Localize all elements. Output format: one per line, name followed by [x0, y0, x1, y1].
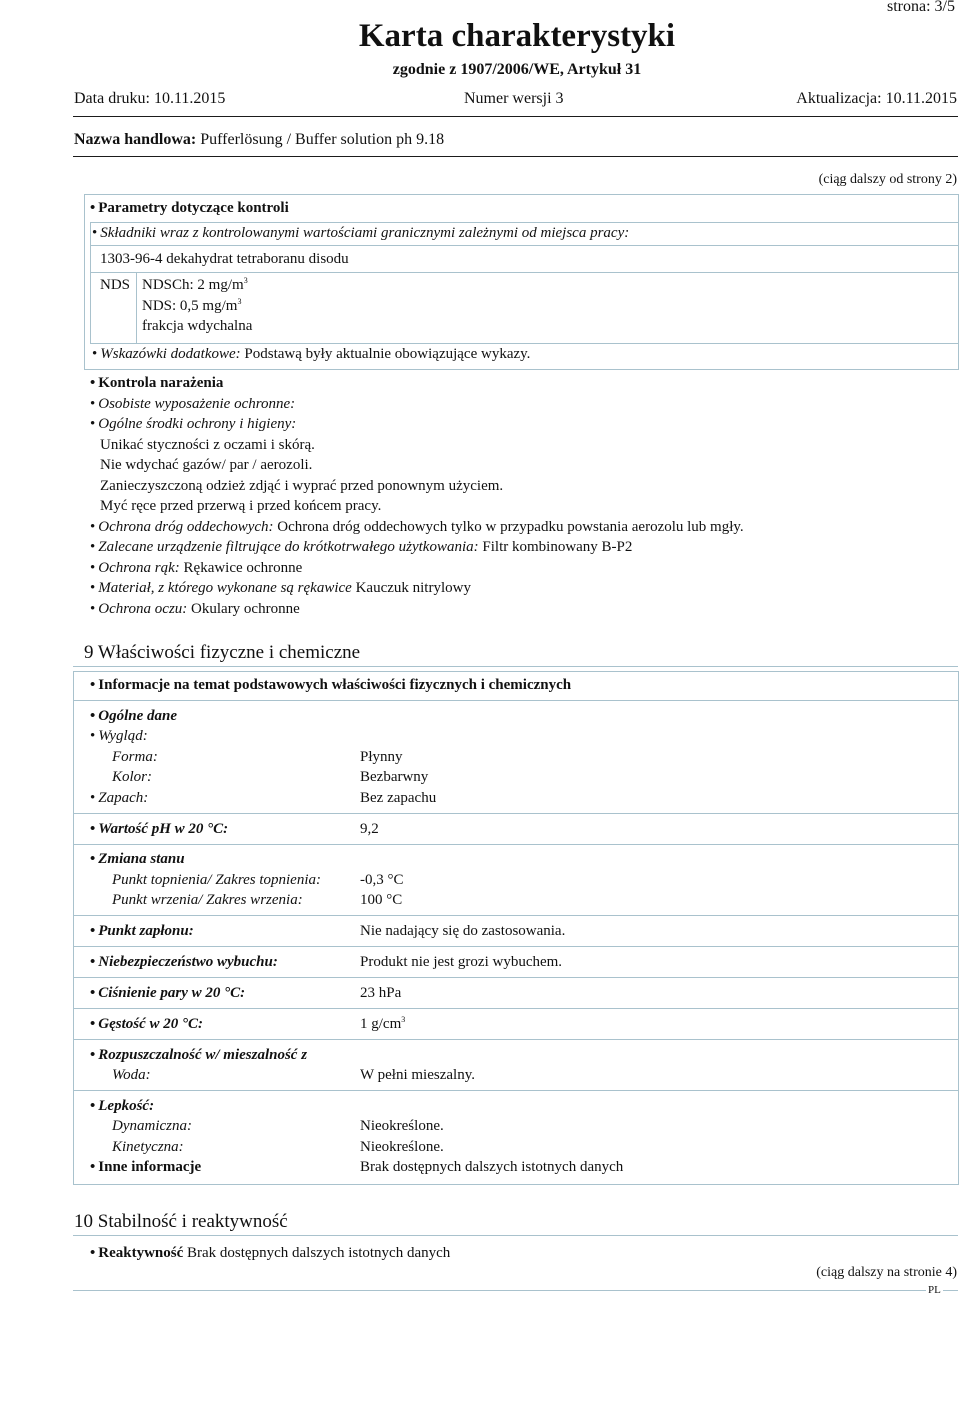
kinematic-label: Kinetyczna: [112, 1139, 184, 1155]
components-heading: • Składniki wraz z kontrolowanymi wartościami granicznymi zależnymi od miejsca pracy: [92, 225, 629, 242]
odor-value: Bez zapachu [360, 790, 437, 806]
ndsch-text: NDSCh: 2 mg/m [142, 277, 244, 293]
color-label: Kolor: [112, 769, 153, 785]
substance-separator [90, 272, 959, 273]
state-change-heading: • Zmiana stanu [90, 851, 185, 868]
eye-protection [90, 601, 300, 618]
density-text: 1 g/cm [360, 1016, 402, 1032]
flash-point-label: • Punkt zapłonu: [90, 923, 194, 940]
sep-ph [73, 844, 959, 845]
hygiene-line-3: Zanieczyszczoną odzież zdjąć i wyprać przed ponownym użyciem. [100, 478, 504, 494]
sep-flash [73, 946, 959, 947]
density-sup: 3 [401, 1015, 406, 1024]
hand-protection [90, 560, 302, 577]
document-subtitle: zgodnie z 1907/2006/WE, Artykuł 31 [392, 61, 642, 78]
filter-text: Filtr kombinowany B-P2 [482, 539, 633, 555]
basic-info-separator [73, 700, 959, 701]
exposure-heading: • Kontrola narażenia [90, 375, 223, 392]
hints-label: • Wskazówki dodatkowe: [92, 346, 241, 362]
page-number: strona: 3/5 [887, 0, 955, 15]
print-date: Data druku: 10.11.2015 [74, 90, 226, 107]
hygiene-line-4: Myć ręce przed przerwą i przed końcem pracy. [100, 498, 382, 514]
language-code: PL [928, 1284, 941, 1296]
general-data-heading: • Ogólne dane [90, 708, 177, 725]
ph-value: 9,2 [360, 821, 379, 837]
hygiene-heading: • Ogólne środki ochrony i higieny: [90, 416, 296, 433]
nds-sup: 3 [237, 297, 242, 306]
odor-label: • Zapach: [90, 790, 148, 807]
continued-on: (ciąg dalszy na stronie 4) [816, 1265, 957, 1280]
kinematic-value: Nieokreślone. [360, 1139, 444, 1155]
nds-label: NDS [100, 277, 131, 293]
melting-value: -0,3 °C [360, 872, 404, 888]
material-label: • Materiał, z którego wykonane są rękawice [90, 580, 352, 596]
section9-rule [73, 666, 958, 667]
density-value [360, 1016, 405, 1033]
boiling-label: Punkt wrzenia/ Zakres wrzenia: [112, 892, 303, 908]
density-label: • Gęstość w 20 °C: [90, 1016, 203, 1033]
nds-divider [136, 272, 137, 344]
filter-label: • Zalecane urządzenie filtrujące do krótkotrwałego użytkowania: [90, 539, 479, 555]
material-text: Kauczuk nitrylowy [355, 580, 471, 596]
additional-hints [92, 346, 530, 363]
reactivity-text: Brak dostępnych dalszych istotnych danych [187, 1245, 451, 1261]
trade-name-value: Pufferlösung / Buffer solution ph 9.18 [200, 131, 445, 148]
nds-text: NDS: 0,5 mg/m [142, 298, 238, 314]
header-rule [73, 116, 958, 117]
other-info-value: Brak dostępnych dalszych istotnych danych [360, 1159, 624, 1175]
eyes-label: • Ochrona oczu: [90, 601, 187, 617]
resp-label: • Ochrona dróg oddechowych: [90, 519, 274, 535]
sep-vapor [73, 1008, 959, 1009]
water-value: W pełni mieszalny. [360, 1067, 475, 1083]
ndsch-value [142, 277, 248, 294]
viscosity-label: • Lepkość: [90, 1098, 154, 1115]
sep-solubility [73, 1090, 959, 1091]
reactivity-label: • Reaktywność [90, 1245, 183, 1261]
glove-material [90, 580, 471, 597]
sep-general [73, 813, 959, 814]
document-title: Karta charakterystyki [358, 18, 676, 54]
footer-rule [73, 1290, 958, 1291]
fraction-text: frakcja wdychalna [142, 318, 253, 334]
section9-heading: 9 Właściwości fizyczne i chemiczne [84, 642, 361, 663]
explosion-value: Produkt nie jest grozi wybuchem. [360, 954, 563, 970]
reactivity [90, 1245, 450, 1262]
form-label: Forma: [112, 749, 158, 765]
ndsch-sup: 3 [243, 276, 248, 285]
ph-label: • Wartość pH w 20 °C: [90, 821, 228, 838]
filter-device [90, 539, 632, 556]
respiratory-protection [90, 519, 744, 536]
hands-label: • Ochrona rąk: [90, 560, 180, 576]
vapor-pressure-value: 23 hPa [360, 985, 402, 1001]
ppe-heading: • Osobiste wyposażenie ochronne: [90, 396, 295, 413]
components-separator [90, 245, 959, 246]
basic-info-heading: • Informacje na temat podstawowych właściwości fizycznych i chemicznych [90, 677, 571, 694]
hygiene-line-1: Unikać styczności z oczami i skórą. [100, 437, 315, 453]
other-info-label: • Inne informacje [90, 1159, 201, 1176]
appearance-label: • Wygląd: [90, 728, 148, 745]
hands-text: Rękawice ochronne [183, 560, 303, 576]
eyes-text: Okulary ochronne [191, 601, 300, 617]
sep-explosion [73, 977, 959, 978]
trade-name-rule [73, 156, 958, 157]
vapor-pressure-label: • Ciśnienie pary w 20 °C: [90, 985, 245, 1002]
version-number: Numer wersji 3 [464, 90, 564, 107]
solubility-label: • Rozpuszczalność w/ mieszalność z [90, 1047, 307, 1064]
resp-text: Ochrona dróg oddechowych tylko w przypadku powstania aerozolu lub mgły. [277, 519, 744, 535]
control-params-heading: • Parametry dotyczące kontroli [90, 200, 289, 217]
trade-name [74, 131, 444, 149]
color-value: Bezbarwny [360, 769, 429, 785]
dynamic-value: Nieokreślone. [360, 1118, 444, 1134]
water-label: Woda: [112, 1067, 151, 1083]
melting-label: Punkt topnienia/ Zakres topnienia: [112, 872, 321, 888]
sep-density [73, 1039, 959, 1040]
explosion-label: • Niebezpieczeństwo wybuchu: [90, 954, 278, 971]
sep-state [73, 915, 959, 916]
hints-text: Podstawą były aktualnie obowiązujące wykazy. [244, 346, 531, 362]
dynamic-label: Dynamiczna: [112, 1118, 192, 1134]
section10-heading: 10 Stabilność i reaktywność [74, 1211, 288, 1232]
nds-value [142, 298, 241, 315]
boiling-value: 100 °C [360, 892, 403, 908]
flash-point-value: Nie nadający się do zastosowania. [360, 923, 566, 939]
continued-from: (ciąg dalszy od strony 2) [818, 172, 957, 187]
hygiene-line-2: Nie wdychać gazów/ par / aerozoli. [100, 457, 313, 473]
section10-rule [73, 1235, 958, 1236]
form-value: Płynny [360, 749, 403, 765]
trade-name-label: Nazwa handlowa: [74, 131, 197, 148]
substance-name: 1303-96-4 dekahydrat tetraboranu disodu [100, 251, 349, 267]
update-date: Aktualizacja: 10.11.2015 [796, 90, 957, 107]
